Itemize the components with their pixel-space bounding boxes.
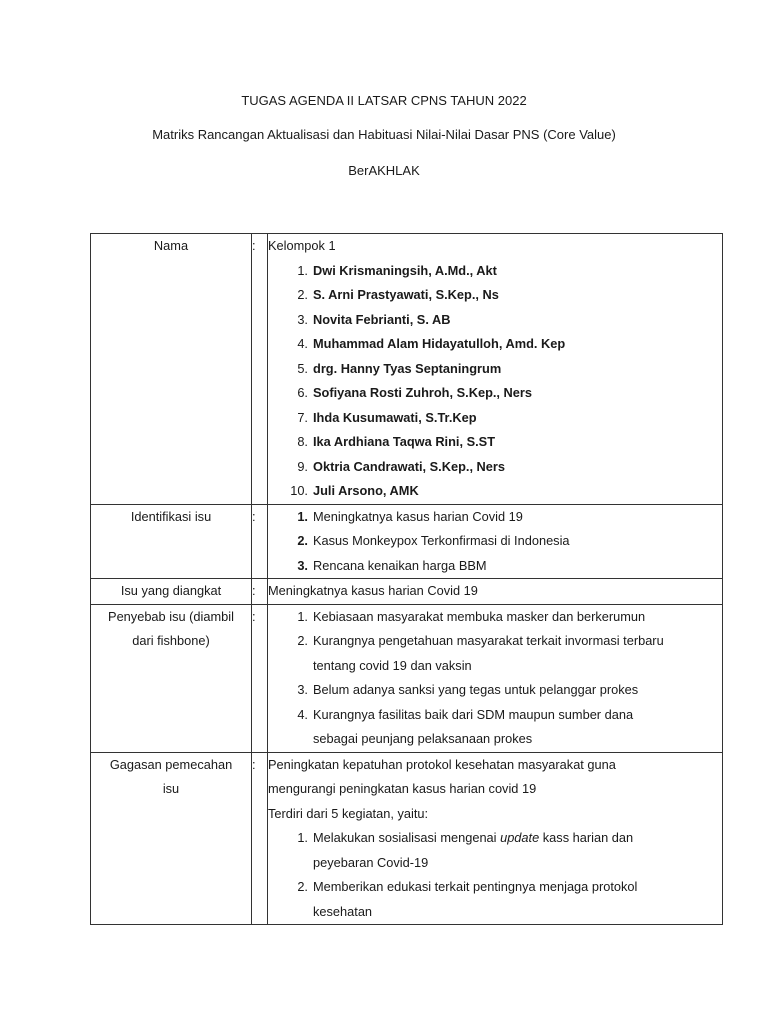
table-row-gagasan <box>91 752 723 925</box>
list-item: 2. Memberikan edukasi terkait pentingnya menjaga protokol kesehatan <box>297 879 638 919</box>
list-item: 1. Meningkatnya kasus harian Covid 19 <box>297 508 523 524</box>
row-content-isu-diangkat: Meningkatnya kasus harian Covid 19 <box>268 579 723 605</box>
solution-intro: mengurangi peningkatan kasus harian covid 19 <box>268 781 537 796</box>
group-name: Kelompok 1 <box>268 238 336 253</box>
table-row-isu-diangkat <box>91 579 723 605</box>
table-row-penyebab <box>91 604 723 752</box>
list-item: 4. Muhammad Alam Hidayatulloh, Amd. Kep <box>297 336 566 351</box>
list-item: 10. Juli Arsono, AMK <box>290 483 419 498</box>
table-row-identifikasi <box>91 504 723 579</box>
row-label-isu-diangkat: Isu yang diangkat <box>91 579 252 605</box>
list-item: 6. Sofiyana Rosti Zuhroh, S.Kep., Ners <box>297 385 533 400</box>
row-content-nama <box>268 234 723 505</box>
document-title: TUGAS AGENDA II LATSAR CPNS TAHUN 2022 <box>241 93 527 108</box>
issue-list <box>268 505 722 579</box>
list-item: 7. Ihda Kusumawati, S.Tr.Kep <box>297 409 477 425</box>
member-name: Oktria Candrawati, S.Kep., Ners <box>313 458 506 474</box>
matrix-table <box>90 233 723 925</box>
list-item: 4. Kurangnya fasilitas baik dari SDM maupun sumber dana sebagai peunjang pelaksanaan prokes <box>297 706 634 746</box>
colon-separator: : <box>252 752 268 925</box>
member-name: Dwi Krismaningsih, A.Md., Akt <box>313 262 497 278</box>
list-item: 1. Melakukan sosialisasi mengenai update kass harian dan peyebaran Covid-19 <box>297 830 634 870</box>
list-item: 9. Oktria Candrawati, S.Kep., Ners <box>297 458 506 474</box>
document-subtitle-core-value: BerAKHLAK <box>348 163 420 178</box>
list-item: 2. S. Arni Prastyawati, S.Kep., Ns <box>297 287 499 302</box>
list-item: 8. Ika Ardhiana Taqwa Rini, S.ST <box>297 434 496 449</box>
row-label-nama: Nama <box>91 234 252 505</box>
member-list <box>268 259 722 504</box>
list-item: 1. Dwi Krismaningsih, A.Md., Akt <box>297 262 497 278</box>
cause-list <box>268 605 722 752</box>
activity-list <box>268 826 722 924</box>
row-label-gagasan: Gagasan pemecahan isu <box>91 752 252 925</box>
document-subtitle: Matriks Rancangan Aktualisasi dan Habituasi Nilai-Nilai Dasar PNS (Core Value) <box>152 127 616 142</box>
row-content-penyebab <box>268 604 723 752</box>
solution-activity-count: Terdiri dari 5 kegiatan, yaitu: <box>268 805 429 821</box>
colon-separator: : <box>252 604 268 752</box>
list-item: 1. Kebiasaan masyarakat membuka masker dan berkerumun <box>297 608 646 624</box>
list-item: 3. Belum adanya sanksi yang tegas untuk pelanggar prokes <box>297 682 639 697</box>
colon-separator: : <box>252 579 268 605</box>
member-name: drg. Hanny Tyas Septaningrum <box>313 360 502 376</box>
table-row-nama <box>91 234 723 505</box>
row-content-gagasan <box>268 752 723 925</box>
list-item: 3. Rencana kenaikan harga BBM <box>297 557 487 573</box>
member-name: S. Arni Prastyawati, S.Kep., Ns <box>313 287 499 302</box>
member-name: Ihda Kusumawati, S.Tr.Kep <box>313 409 477 425</box>
member-name: Muhammad Alam Hidayatulloh, Amd. Kep <box>313 336 566 351</box>
list-item: 3. Novita Febrianti, S. AB <box>297 311 451 327</box>
colon-separator: : <box>252 234 268 505</box>
member-name: Ika Ardhiana Taqwa Rini, S.ST <box>313 434 496 449</box>
colon-separator: : <box>252 504 268 579</box>
row-label-penyebab: Penyebab isu (diambil dari fishbone) <box>91 604 252 752</box>
list-item: 2. Kurangnya pengetahuan masyarakat terkait invormasi terbaru tentang covid 19 dan vaksin <box>297 633 664 673</box>
row-content-identifikasi <box>268 504 723 579</box>
member-name: Novita Febrianti, S. AB <box>313 311 451 327</box>
member-name: Juli Arsono, AMK <box>313 483 419 498</box>
solution-intro: Peningkatan kepatuhan protokol kesehatan masyarakat guna <box>268 756 616 772</box>
list-item: 2. Kasus Monkeypox Terkonfirmasi di Indonesia <box>297 533 570 548</box>
list-item: 5. drg. Hanny Tyas Septaningrum <box>297 360 502 376</box>
member-name: Sofiyana Rosti Zuhroh, S.Kep., Ners <box>313 385 533 400</box>
row-label-identifikasi: Identifikasi isu <box>91 504 252 579</box>
